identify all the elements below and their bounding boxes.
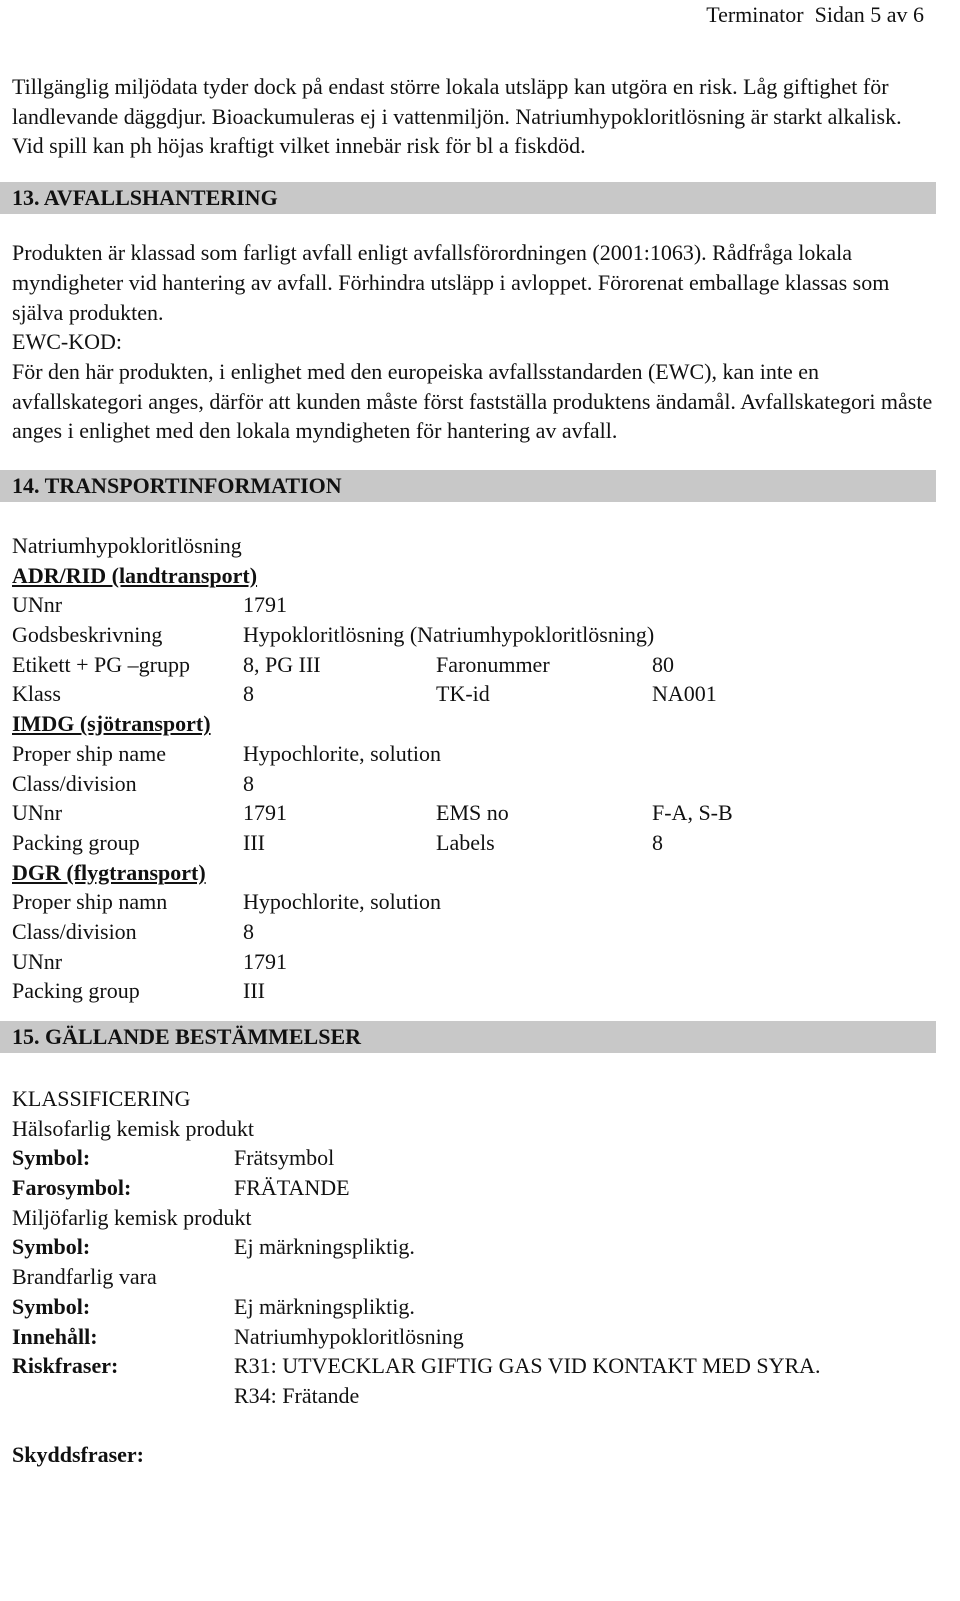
intro-paragraph: Tillgänglig miljödata tyder dock på endast större lokala utsläpp kan utgöra en risk. Låg giftighet för landlevande däggdjur. Bioackumuleras ej i vattenmiljön. Natriumhypokloritlösning är starkt alkalisk. Vid spill kan ph höjas kraftigt vilket innebär risk för bl a fiskdöd.: [12, 74, 902, 159]
environment-symbol-row: Symbol: Ej märkningspliktig.: [12, 1234, 415, 1260]
table-cell: 1791: [243, 800, 287, 826]
table-row: [12, 887, 937, 917]
table-cell: Packing group: [12, 829, 140, 855]
table-cell: Class/division: [12, 770, 137, 796]
environment-hazard-label: Miljöfarlig kemisk produkt: [12, 1204, 252, 1230]
table-row: [12, 679, 937, 709]
section-15-heading: 15. GÄLLANDE BESTÄMMELSER: [0, 1021, 936, 1053]
table-cell: [436, 976, 652, 1006]
table-cell: 8: [243, 681, 254, 707]
adr-table: [12, 590, 937, 709]
table-cell: 8: [243, 918, 254, 944]
ewc-paragraph: För den här produkten, i enlighet med den europeiska avfallsstandarden (EWC), kan inte en avfallskategori anges, därför att kunden måste först fastställa produktens ändamål. Avfallskategori måste anges i enlighet med den lokala myndigheten för hantering av avfall.: [12, 358, 933, 444]
table-cell: Hypochlorite, solution: [243, 740, 441, 766]
table-row: [12, 769, 937, 799]
table-cell: III: [243, 829, 265, 855]
risk-phrases-row: Riskfraser: R31: UTVECKLAR GIFTIG GAS VID KONTAKT MED SYRA.: [12, 1353, 821, 1379]
dgr-heading: DGR (flygtransport): [12, 859, 206, 885]
table-cell: [436, 887, 652, 917]
table-cell: 8: [652, 829, 663, 855]
safety-phrases-row: Skyddsfraser:: [12, 1441, 145, 1467]
table-cell: NA001: [652, 681, 717, 707]
table-row: [12, 590, 937, 620]
table-cell: Packing group: [12, 978, 140, 1004]
page-number: Sidan 5 av 6: [814, 2, 924, 27]
table-row: [12, 620, 937, 650]
table-cell: Faronummer: [436, 651, 550, 677]
flammable-symbol-row: Symbol: Ej märkningspliktig.: [12, 1293, 415, 1319]
table-row: [12, 739, 937, 769]
table-cell: III: [243, 978, 265, 1004]
table-cell: [436, 947, 652, 977]
document-body: [12, 72, 937, 1469]
table-cell: [436, 739, 652, 769]
table-cell: 1791: [243, 592, 287, 618]
table-cell: Godsbeskrivning: [12, 622, 163, 648]
table-cell: Klass: [12, 681, 61, 707]
table-row: [12, 917, 937, 947]
table-row: [12, 798, 937, 828]
table-cell: [436, 620, 652, 650]
table-cell: Proper ship namn: [12, 889, 168, 915]
table-cell: EMS no: [436, 800, 509, 826]
table-cell: UNnr: [12, 800, 63, 826]
table-cell: Hypochlorite, solution: [243, 889, 441, 915]
table-cell: 8, PG III: [243, 651, 321, 677]
section-13-heading: 13. AVFALLSHANTERING: [0, 182, 936, 214]
table-cell: Proper ship name: [12, 740, 166, 766]
table-cell: 1791: [243, 948, 287, 974]
flammable-label: Brandfarlig vara: [12, 1264, 157, 1290]
table-row: [12, 828, 937, 858]
risk-phrase-2-row: R34: Frätande: [234, 1382, 360, 1408]
page-header: [706, 2, 924, 28]
ewc-label: EWC-KOD:: [12, 329, 122, 355]
table-cell: [436, 590, 652, 620]
section-14-heading: 14. TRANSPORTINFORMATION: [0, 470, 936, 502]
table-cell: UNnr: [12, 948, 63, 974]
waste-paragraph: Produkten är klassad som farligt avfall enligt avfallsförordningen (2001:1063). Rådfråga lokala myndigheter vid hantering av avfall. Förhindra utsläpp i avloppet. Förorenat emballage klassas som själva produkten.: [12, 240, 890, 325]
hazard-symbol-row: Farosymbol: FRÄTANDE: [12, 1175, 350, 1201]
health-hazard-label: Hälsofarlig kemisk produkt: [12, 1115, 254, 1141]
adr-heading: ADR/RID (landtransport): [12, 562, 258, 588]
table-cell: F-A, S-B: [652, 800, 733, 826]
table-cell: Etikett + PG –grupp: [12, 651, 191, 677]
imdg-heading: IMDG (sjötransport): [12, 711, 211, 737]
table-cell: Labels: [436, 829, 495, 855]
table-row: [12, 976, 937, 1006]
table-cell: Hypokloritlösning (Natriumhypokloritlösning): [243, 622, 655, 648]
table-cell: Class/division: [12, 918, 137, 944]
table-row: [12, 947, 937, 977]
health-symbol-row: Symbol: Frätsymbol: [12, 1145, 335, 1171]
classification-label: KLASSIFICERING: [12, 1086, 191, 1112]
document-title: Terminator: [706, 2, 804, 27]
table-row: [12, 650, 937, 680]
dgr-table: [12, 887, 937, 1006]
imdg-table: [12, 739, 937, 858]
substance-name: Natriumhypokloritlösning: [12, 533, 242, 559]
table-cell: 8: [243, 770, 254, 796]
table-cell: 80: [652, 651, 674, 677]
table-cell: [436, 917, 652, 947]
table-cell: TK-id: [436, 681, 490, 707]
contents-row: Innehåll: Natriumhypokloritlösning: [12, 1323, 464, 1349]
table-cell: UNnr: [12, 592, 63, 618]
table-cell: [436, 769, 652, 799]
